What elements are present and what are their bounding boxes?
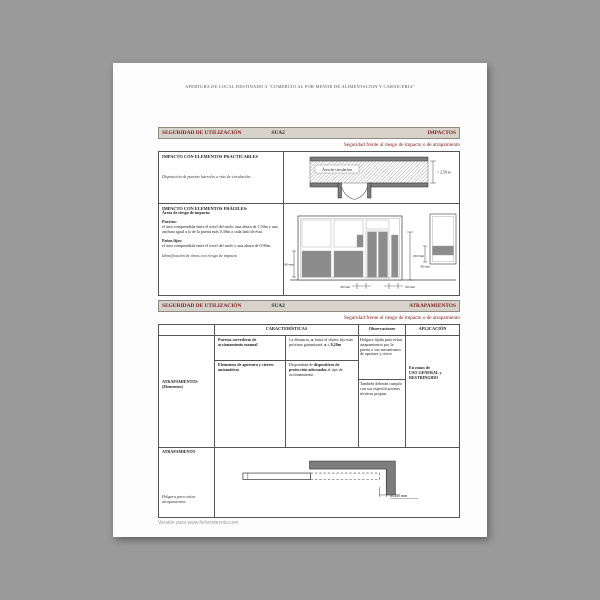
row1-item: Puertas correderas de accionamiento manual <box>215 336 285 360</box>
fragiles-puertas-label: Puertas: <box>162 219 177 225</box>
atrapamiento-caption: Holgura para evitar atrapamientos <box>162 494 196 505</box>
footer-version-note: Versión para www.ficherotecnia.com <box>158 520 239 526</box>
atrapamiento-label-cell <box>159 448 214 517</box>
sliding-door-diagram <box>215 448 459 517</box>
atrapamientos-title: SEGURIDAD DE UTILIZACIÓN <box>162 303 242 309</box>
aplicacion-line3: RESTRINGIDO <box>409 374 439 380</box>
section-atrapamientos <box>158 300 460 518</box>
door-leaf <box>379 232 388 277</box>
row1-observacion: Holgura fijada para evitar atrapamientos por la puerta o sus mecanismos de apertura y cierre <box>359 336 405 380</box>
door-margin-dim-left: 300 mm <box>340 285 350 289</box>
door-margin-dim-right: 300 mm <box>405 285 415 289</box>
col-aplicacion: APLICACIÓN <box>406 325 459 335</box>
row2-observacion: También deberán cumplir con sus especificaciones técnicas propias. <box>360 381 402 396</box>
group-label-cell <box>159 336 214 447</box>
clearance-dim: a≤200 mm <box>390 492 408 498</box>
corridor-top-wall <box>310 157 428 161</box>
storefront-elevation-diagram <box>284 204 459 295</box>
impact-risk-area <box>357 235 363 247</box>
fixed-window-frame <box>430 214 456 264</box>
col-observaciones: Observaciones <box>359 325 405 335</box>
aplicacion-cell <box>406 336 459 447</box>
door-swing-arc-right <box>355 187 368 200</box>
fragiles-heading: IMPACTO CON ELEMENTOS FRÁGILES: <box>162 206 248 211</box>
atrapamiento-heading: ATRAPAMIENTO <box>162 449 196 454</box>
door-height-dim: 1500 mm <box>412 254 424 258</box>
door-swing-arc-left <box>342 187 355 200</box>
group-label-line2: (Elementos) <box>162 383 183 389</box>
atrapamientos-tag: ATRAPAMIENTOS <box>408 303 456 309</box>
corridor-diagram <box>284 152 459 203</box>
impactos-tag: IMPACTOS <box>427 130 456 136</box>
fragiles-puertas-text: el área comprendida entre el nivel del suelo, una altura de 1,50m y una anchura igual a la de la puerta más 0,30m a cada lado de ésta. <box>162 224 278 234</box>
aplicacion-line2: USO GENERAL y <box>409 369 442 375</box>
fragiles-label-cell <box>159 204 283 295</box>
fragiles-panos-text: el área comprendida entre el nivel del suelo y una altura de 0,90m. <box>162 242 271 248</box>
fragiles-caption: Identificación de áreas con riesgo de impacto <box>162 253 237 259</box>
practicables-caption: Disposición de puertas laterales a vías de circulación. <box>162 174 252 180</box>
fragiles-diagram-cell <box>284 204 459 295</box>
practicables-heading: IMPACTO CON ELEMENTOS PRACTICABLES <box>162 154 258 159</box>
practicables-label-cell <box>159 152 283 203</box>
impactos-table <box>158 151 460 296</box>
l-shaped-wall <box>310 461 396 495</box>
atrapamientos-subtitle: Seguridad frente al riesgo de impacto o de atrapamiento <box>343 315 460 321</box>
col-caracteristicas: CARACTERÍSTICAS <box>215 325 358 335</box>
impact-risk-area <box>392 235 399 277</box>
atrapamientos-header-band <box>158 300 460 312</box>
transom <box>366 220 389 229</box>
door-leaf <box>368 232 377 277</box>
sliding-door-open-position <box>311 473 380 479</box>
document-page <box>113 63 487 537</box>
impactos-subtitle: Seguridad frente al riesgo de impacto o de atrapamiento <box>343 142 460 148</box>
window-pane <box>302 220 331 247</box>
impactos-code: SUA2 <box>271 130 285 136</box>
impact-risk-area <box>433 246 454 255</box>
section-impactos <box>158 127 460 296</box>
group-label-line1: ATRAPAMIENTOS <box>162 379 198 384</box>
fragiles-panos-label: Paños fijos: <box>162 237 183 243</box>
atrapamientos-table <box>158 324 460 518</box>
empty-header-cell <box>159 325 214 335</box>
corridor-wall-right <box>369 183 428 187</box>
corridor-wall-left <box>310 183 339 187</box>
document-title: APERTURA DE LOCAL DESTINADO A "COMERCIO AL POR MENOR DE ALIMENTACION Y CARNICERIA" <box>185 84 415 89</box>
door-post-left <box>338 183 342 198</box>
impact-risk-area <box>334 251 363 277</box>
impact-risk-area <box>302 251 331 277</box>
fixed-window-dim: 900 mm <box>420 265 430 269</box>
impactos-title: SEGURIDAD DE UTILIZACIÓN <box>162 130 242 136</box>
corridor-width-dim: < 2,50 m <box>437 170 451 175</box>
atrapamientos-code: SUA2 <box>271 303 285 309</box>
practicables-diagram-cell <box>284 152 459 203</box>
sliding-door-leaf <box>243 473 311 479</box>
impactos-header-band <box>158 127 460 139</box>
aplicacion-line1: En zonas de <box>409 365 430 370</box>
row2-item: Elementos de apertura y cierres automáticos <box>215 361 285 447</box>
fixed-pane-height-dim: 900 mm <box>284 263 294 267</box>
row1-caracteristica: La distancia, a, hasta el objeto fijo más próximo garantizará: a ≤ 0,20m <box>286 336 358 360</box>
door-post-right <box>368 183 372 198</box>
row2-caracteristica: Dispondrán de dispositivos de protección adecuados al tipo de accionamiento. <box>286 361 358 447</box>
observaciones-cell <box>359 336 405 447</box>
atrapamiento-diagram-cell <box>215 448 459 517</box>
circulation-area-label: Área de circulación <box>322 167 352 172</box>
fragiles-subheading: Áreas de riesgo de impacto: <box>162 210 211 216</box>
